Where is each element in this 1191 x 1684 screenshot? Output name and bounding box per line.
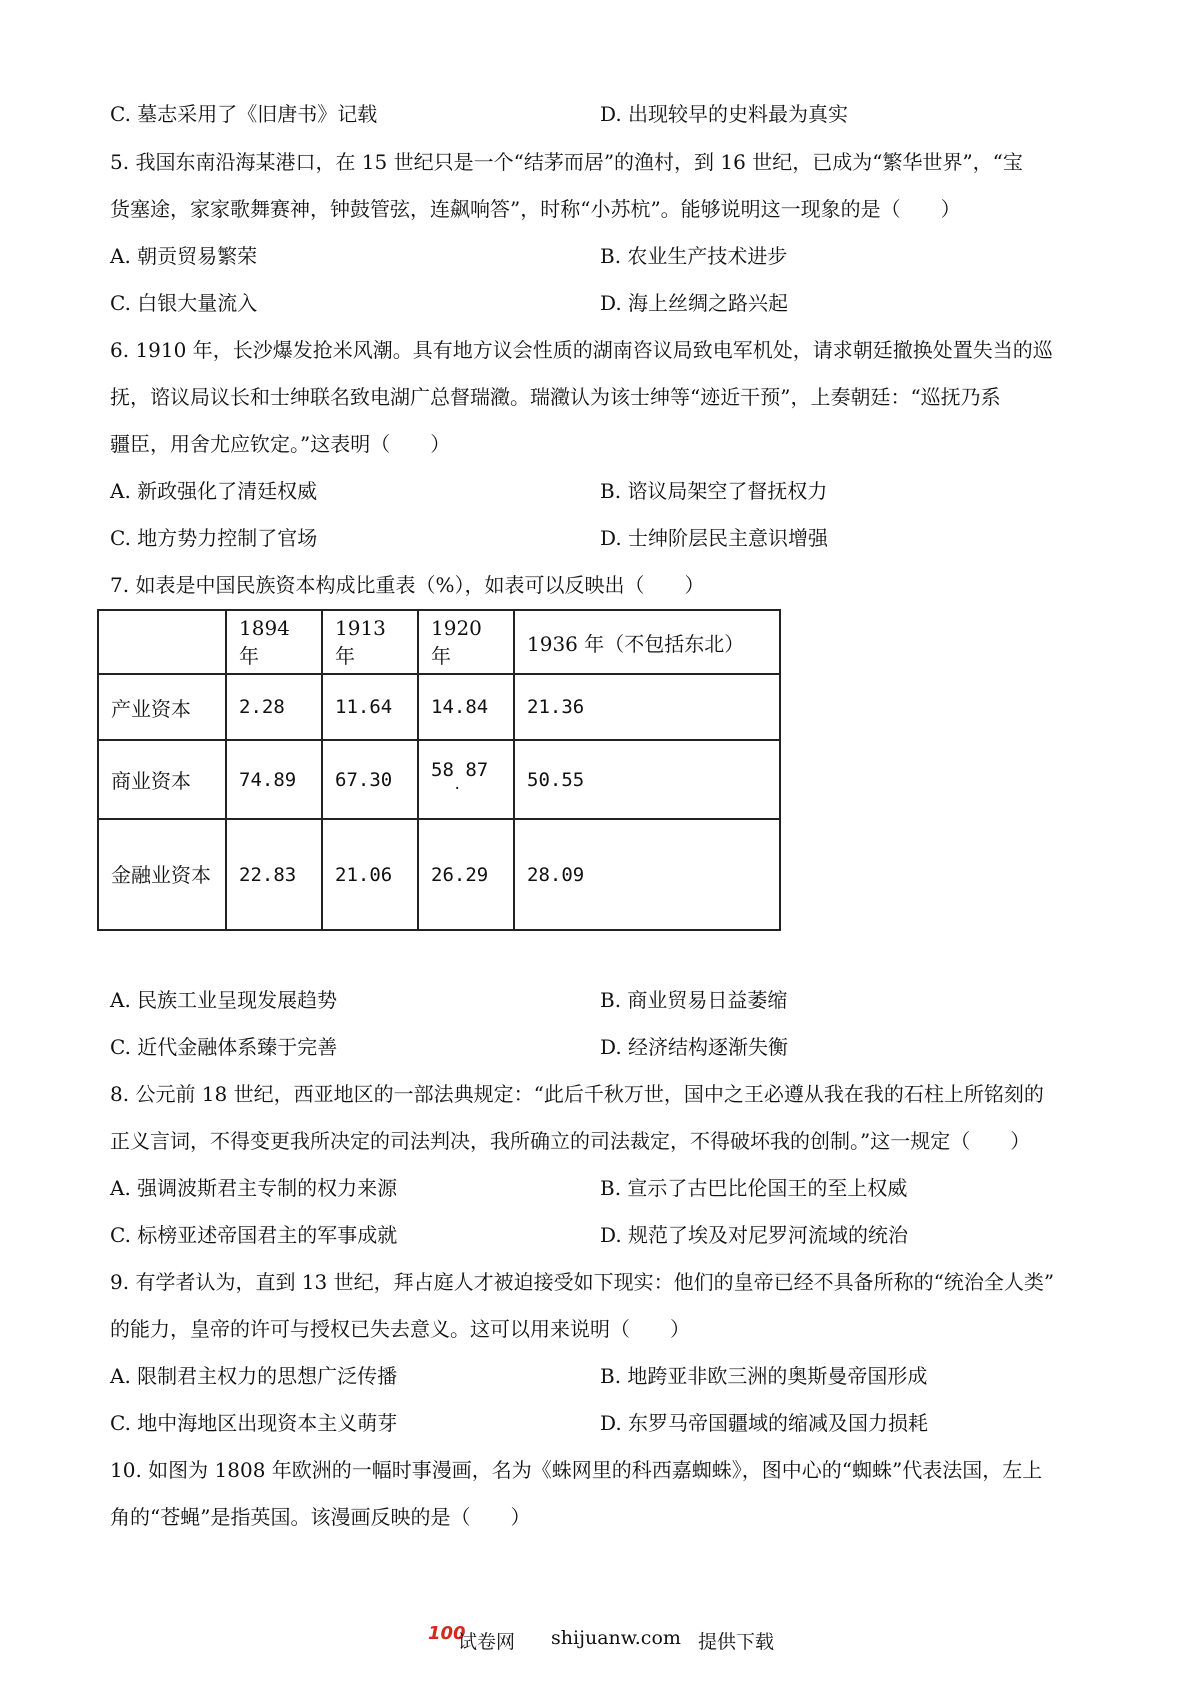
table-cell: 11.64 [322,674,418,740]
q6-option-c: C. 地方势力控制了官场 [110,526,318,550]
table-header-row [98,610,780,674]
table-cell: 商业资本 [98,740,226,819]
table-cell: 74.89 [226,740,322,819]
table-header-cell [98,610,226,674]
q8-option-d: D. 规范了埃及对尼罗河流域的统治 [600,1223,909,1247]
table-cell: 产业资本 [98,674,226,740]
q6-stem-line3: 疆臣，用舍尤应钦定。”这表明（ ） [110,432,451,456]
q10-stem-line2: 角的“苍蝇”是指英国。该漫画反映的是（ ） [110,1505,531,1529]
q5-stem-line2: 货塞途，家家歌舞赛神，钟鼓管弦，连飙响答”，时称“小苏杭”。能够说明这一现象的是（ ） [110,197,961,221]
footer-brand: 试卷网 [458,1631,516,1653]
q7-option-a: A. 民族工业呈现发展趋势 [110,988,338,1012]
q6-option-d: D. 士绅阶层民主意识增强 [600,526,829,550]
q7-option-c: C. 近代金融体系臻于完善 [110,1035,338,1059]
q9-option-c: C. 地中海地区出现资本主义萌芽 [110,1411,398,1435]
q4-option-c: C. 墓志采用了《旧唐书》记载 [110,102,378,126]
table-row [98,819,780,930]
table-header-cell: 1920 年 [418,610,514,674]
table-cell: 28.09 [514,819,780,930]
table-cell: 67.30 [322,740,418,819]
stray-dot-mark: · [453,781,462,797]
table-row [98,674,780,740]
q5-option-a: A. 朝贡贸易繁荣 [110,244,258,268]
footer-site-link[interactable]: shijuanw.com [551,1627,681,1649]
table-cell: 26.29 [418,819,514,930]
q6-option-a: A. 新政强化了清廷权威 [110,479,318,503]
q9-option-d: D. 东罗马帝国疆域的缩减及国力损耗 [600,1411,929,1435]
table-cell: 21.36 [514,674,780,740]
q8-option-a: A. 强调波斯君主专制的权力来源 [110,1176,398,1200]
q9-option-b: B. 地跨亚非欧三洲的奥斯曼帝国形成 [600,1364,928,1388]
q4-option-d: D. 出现较早的史料最为真实 [600,102,849,126]
q10-stem-line1: 10. 如图为 1808 年欧洲的一幅时事漫画，名为《蛛网里的科西嘉蜘蛛》，图中心的“蜘蛛”代表法国，左上 [110,1458,1043,1482]
table-header-cell: 1913 年 [322,610,418,674]
table-cell: 2.28 [226,674,322,740]
site-logo: 100 [428,1623,466,1644]
table-cell: 21.06 [322,819,418,930]
q9-stem-line2: 的能力，皇帝的许可与授权已失去意义。这可以用来说明（ ） [110,1317,690,1341]
table-header-cell: 1936 年（不包括东北） [514,610,780,674]
q7-option-b: B. 商业贸易日益萎缩 [600,988,788,1012]
q7-option-d: D. 经济结构逐渐失衡 [600,1035,789,1059]
q5-stem-line1: 5. 我国东南沿海某港口，在 15 世纪只是一个“结茅而居”的渔村，到 16 世纪，已成为“繁华世界”，“宝 [110,150,1023,174]
table-row [98,740,780,819]
q6-stem-line1: 6. 1910 年，长沙爆发抢米风潮。具有地方议会性质的湖南咨议局致电军机处，请求朝廷撤换处置失当的巡 [110,338,1053,362]
q5-option-c: C. 白银大量流入 [110,291,258,315]
table-cell-value: 58 87 [431,759,489,781]
table-cell: 14.84 [418,674,514,740]
q8-stem-line1: 8. 公元前 18 世纪，西亚地区的一部法典规定：“此后千秋万世，国中之王必遵从我在我的石柱上所铭刻的 [110,1082,1044,1106]
q9-stem-line1: 9. 有学者认为，直到 13 世纪，拜占庭人才被迫接受如下现实：他们的皇帝已经不具备所称的“统治全人类” [110,1270,1055,1294]
table-cell: 金融业资本 [98,819,226,930]
table-cell: 50.55 [514,740,780,819]
q9-option-a: A. 限制君主权力的思想广泛传播 [110,1364,398,1388]
q7-stem: 7. 如表是中国民族资本构成比重表（%），如表可以反映出（ ） [110,573,705,597]
q6-stem-line2: 抚，谘议局议长和士绅联名致电湖广总督瑞瀓。瑞瀓认为该士绅等“迹近干预”，上奏朝廷：“巡抚乃系 [110,385,1001,409]
q5-option-d: D. 海上丝绸之路兴起 [600,291,789,315]
table-cell: 22.83 [226,819,322,930]
table-header-cell: 1894 年 [226,610,322,674]
capital-composition-table [97,609,781,931]
q8-option-b: B. 宣示了古巴比伦国王的至上权威 [600,1176,908,1200]
table-cell [418,740,514,819]
footer-download-text: 提供下载 [698,1631,775,1653]
q8-stem-line2: 正义言词，不得变更我所决定的司法判决，我所确立的司法裁定，不得破坏我的创制。”这一规定（ ） [110,1129,1031,1153]
q6-option-b: B. 谘议局架空了督抚权力 [600,479,828,503]
q8-option-c: C. 标榜亚述帝国君主的军事成就 [110,1223,398,1247]
q5-option-b: B. 农业生产技术进步 [600,244,788,268]
